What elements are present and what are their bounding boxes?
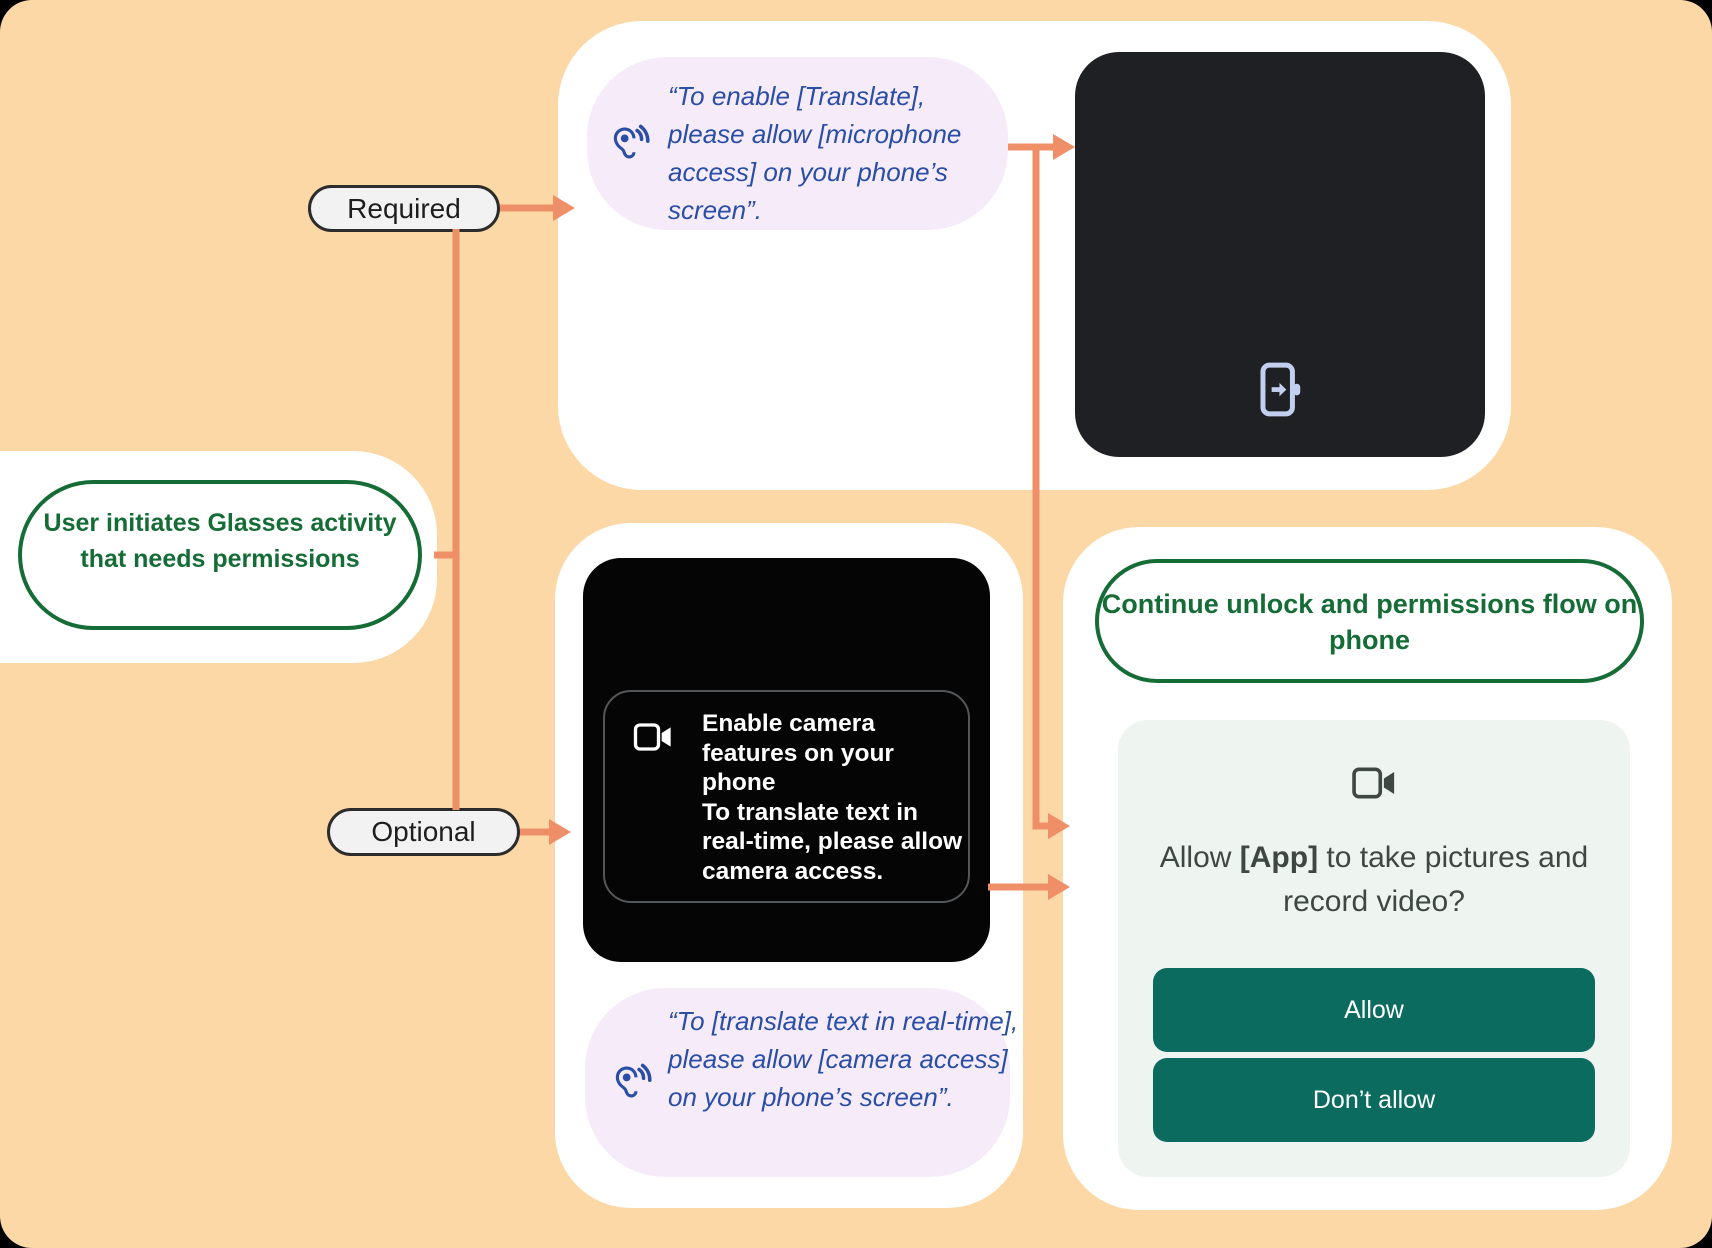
- dont-allow-button[interactable]: [1153, 1058, 1595, 1142]
- send-to-mobile-icon: [1253, 360, 1305, 420]
- voice-prompt-top-text: “To enable [Translate], please allow [microphone access] on your phone’s screen”.: [668, 81, 962, 225]
- permission-question-prefix: Allow: [1159, 841, 1240, 874]
- phone-lock-screen: [1075, 52, 1485, 457]
- allow-button-label: Allow: [1344, 995, 1404, 1024]
- dont-allow-button-label: Don’t allow: [1312, 1085, 1436, 1114]
- videocam-icon: [1351, 764, 1397, 802]
- phone-permission-dialog: [1118, 720, 1630, 1177]
- glasses-notification-text: [702, 709, 964, 886]
- required-tag: [308, 185, 500, 232]
- glasses-notification: [603, 690, 970, 903]
- continue-flow-label: Continue unlock and permissions flow on phone: [1101, 589, 1638, 655]
- voice-prompt-bottom-text: “To [translate text in real-time], please allow [camera access] on your phone’s screen”.: [668, 1006, 1019, 1112]
- optional-tag-label: Optional: [371, 816, 476, 847]
- allow-button[interactable]: [1153, 968, 1595, 1052]
- glasses-notification-body: To translate text in real-time, please allow camera access.: [702, 798, 963, 885]
- hearing-icon: [603, 123, 651, 163]
- start-node-label: User initiates Glasses activity that needs permissions: [43, 509, 397, 573]
- hearing-icon: [605, 1062, 653, 1102]
- start-node: [18, 480, 422, 630]
- permission-question-app: [App]: [1239, 841, 1319, 874]
- continue-flow-node: [1095, 559, 1644, 683]
- permission-question: [1138, 836, 1610, 924]
- optional-tag: [327, 808, 520, 856]
- glasses-display: [583, 558, 990, 962]
- permission-question-suffix: to take pictures and record video?: [1283, 841, 1589, 918]
- glasses-notification-title: Enable camera features on your phone: [702, 710, 894, 796]
- videocam-icon: [633, 720, 673, 754]
- required-tag-label: Required: [347, 192, 461, 224]
